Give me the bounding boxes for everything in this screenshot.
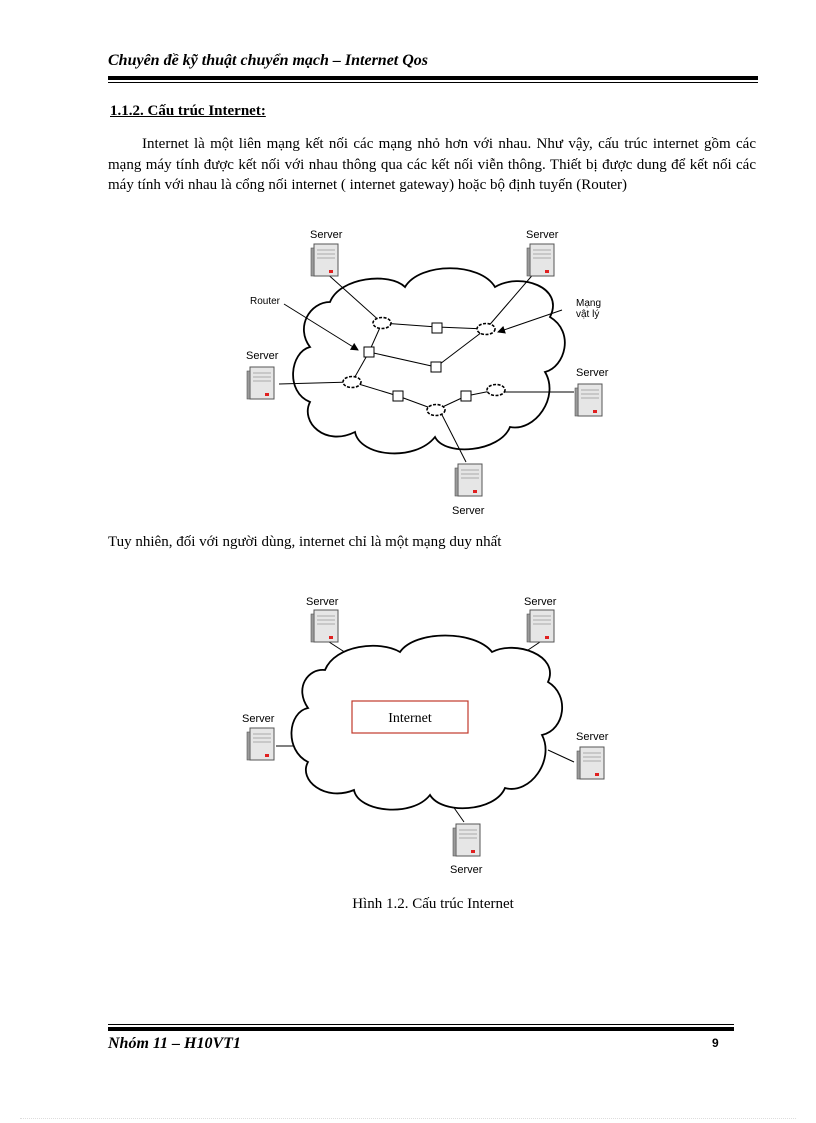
server-label: Server [576,367,609,379]
router-label: Router [250,296,281,307]
figure-caption: Hình 1.2. Cấu trúc Internet [352,896,514,912]
footer-rule-thick [108,1027,734,1031]
server-icon [575,384,602,416]
router-icon [343,377,361,388]
footer-rule [108,1024,734,1025]
server-label: Server [310,229,343,241]
network-diagram-detailed [230,222,620,522]
server-icon [527,244,554,276]
internet-box-label: Internet [388,711,432,726]
server-icon [453,824,480,856]
server-icon [311,244,338,276]
physical-network-label-line1: Mạng [576,298,602,309]
network-node-square [432,323,442,333]
router-icon [373,318,391,329]
server-icon [247,728,274,760]
header-rule [108,76,758,80]
header-rule-thin [108,82,758,83]
server-label: Server [246,350,279,362]
server-label: Server [526,229,559,241]
network-cloud [293,268,565,453]
server-label: Server [576,731,609,743]
server-label: Server [242,713,275,725]
network-node-square [431,362,441,372]
body-sentence: Tuy nhiên, đối với người dùng, internet chỉ là một mạng duy nhất [108,534,502,550]
server-icon [527,610,554,642]
body-paragraph [108,134,756,196]
page-number: 9 [712,1036,719,1050]
section-heading: 1.1.2. Cấu trúc Internet: [110,103,266,119]
server-icon [455,464,482,496]
router-icon [427,405,445,416]
server-icon [311,610,338,642]
router-icon [487,385,505,396]
server-label: Server [306,596,339,608]
server-label: Server [452,505,485,517]
server-icon [247,367,274,399]
network-diagram-simplified [230,590,620,880]
physical-network-label-line2: vật lý [576,309,600,320]
network-node-square [461,391,471,401]
server-icon [577,747,604,779]
footer-group: Nhóm 11 – H10VT1 [108,1035,241,1052]
page-header-title: Chuyên đề kỹ thuật chuyển mạch – Internet Qos [108,52,429,69]
server-label: Server [524,596,557,608]
network-node-square [393,391,403,401]
network-node-square [364,347,374,357]
router-icon [477,324,495,335]
server-label: Server [450,864,483,876]
page-bottom-dotted-rule [20,1118,796,1119]
body-paragraph-text: Internet là một liên mạng kết nối các mạng nhỏ hơn với nhau. Như vậy, cấu trúc internet gồm các mạng máy tính được kết nối với nhau thông qua các kết nối viễn thông. Thiết bị được dung để kết nối các máy tính với nhau là cổng nối internet ( internet gateway) hoặc bộ định tuyến (Router) [108,136,756,193]
